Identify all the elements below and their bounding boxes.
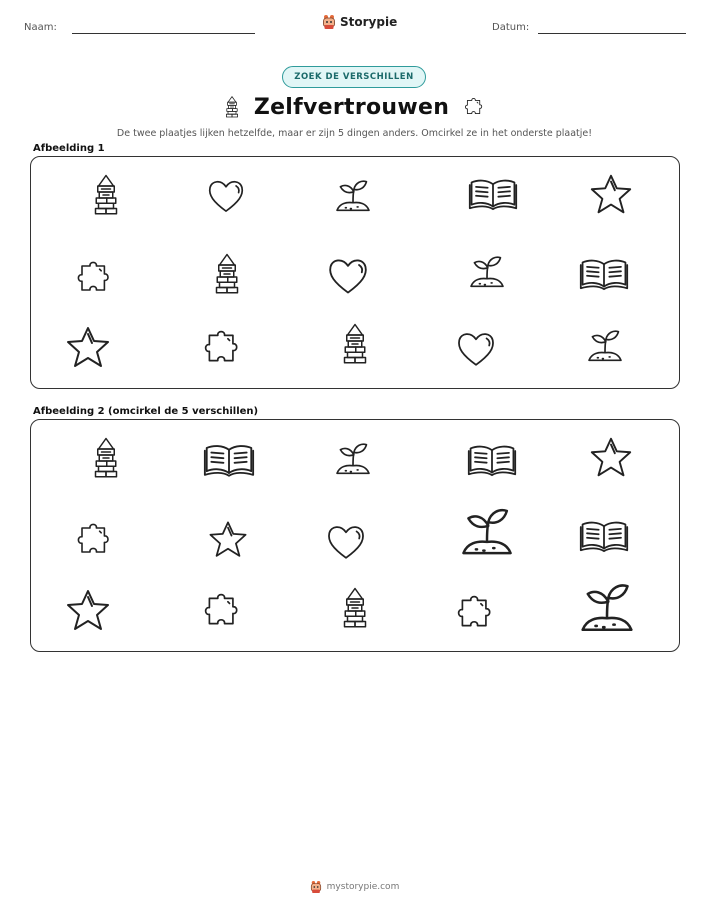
star-icon[interactable]: [586, 434, 636, 482]
tower-icon: [340, 317, 370, 371]
picture1-label: Afbeelding 1: [33, 143, 105, 154]
picture1-panel: [30, 156, 680, 389]
name-label: Naam:: [24, 22, 57, 33]
tower-icon: [91, 170, 121, 220]
book-icon[interactable]: [203, 441, 255, 479]
instruction-text: De twee plaatjes lijken hetzelfde, maar er zijn 5 dingen anders. Omcirkel ze in het onderste plaatje!: [116, 128, 593, 139]
picture2-label: Afbeelding 2 (omcirkel de 5 verschillen): [33, 406, 259, 417]
book-icon: [468, 175, 518, 213]
name-line[interactable]: [72, 33, 255, 34]
sprout-icon: [332, 173, 374, 219]
puzzle-icon[interactable]: [74, 516, 114, 564]
tower-icon[interactable]: [91, 433, 121, 483]
star-icon: [63, 323, 113, 373]
sprout-icon: [584, 322, 626, 370]
date-line[interactable]: [538, 33, 686, 34]
book-icon: [579, 255, 629, 293]
brand-logo: [322, 14, 397, 30]
brand-name: Storypie: [340, 15, 398, 29]
heart-icon: [452, 327, 500, 371]
title-tower-icon: [224, 94, 240, 120]
storypie-mascot-icon: [322, 14, 336, 30]
tower-icon[interactable]: [340, 580, 370, 636]
tower-icon: [212, 248, 242, 300]
star-icon: [586, 171, 636, 219]
puzzle-icon[interactable]: [201, 587, 243, 635]
storypie-mascot-icon: [310, 880, 322, 894]
heart-icon[interactable]: [321, 520, 371, 564]
book-icon[interactable]: [579, 517, 629, 555]
title-row: [200, 89, 509, 125]
puzzle-icon: [74, 254, 114, 302]
book-icon[interactable]: [467, 441, 517, 479]
footer: [0, 880, 709, 894]
puzzle-icon: [201, 324, 243, 372]
sprout-icon[interactable]: [456, 500, 518, 564]
activity-badge: ZOEK DE VERSCHILLEN: [282, 66, 426, 88]
sprout-icon[interactable]: [332, 436, 374, 482]
date-label: Datum:: [492, 22, 530, 33]
star-icon[interactable]: [205, 518, 251, 562]
page-title: Zelfvertrouwen: [253, 94, 450, 120]
footer-url: mystorypie.com: [326, 882, 400, 892]
puzzle-icon[interactable]: [454, 590, 496, 636]
sprout-icon: [466, 248, 508, 296]
star-icon[interactable]: [63, 586, 113, 636]
heart-icon: [323, 253, 373, 299]
picture2-panel[interactable]: [30, 419, 680, 652]
title-puzzle-icon: [463, 95, 485, 119]
sprout-icon[interactable]: [575, 576, 639, 640]
heart-icon: [204, 175, 248, 217]
